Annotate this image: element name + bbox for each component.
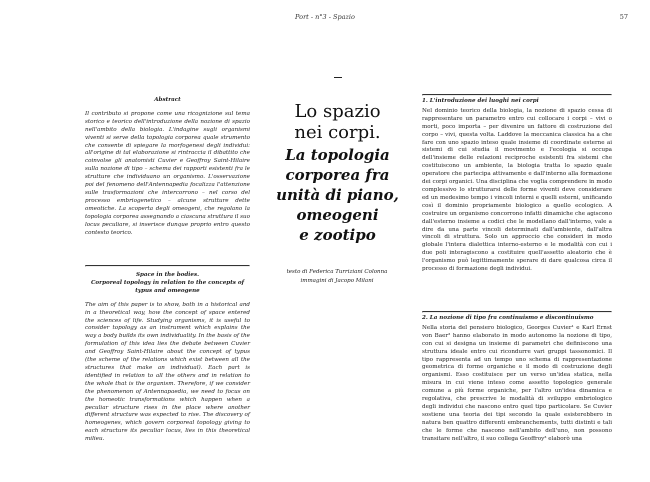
author-credit: testo di Federica Turriziani Colonna xyxy=(286,269,388,275)
english-abstract-title: Space in the bodies. xyxy=(135,272,200,278)
english-abstract-subtitle: Corporeal topology in relation to the concepts of typus and omeogene xyxy=(90,279,245,294)
english-abstract-rule xyxy=(85,265,250,267)
article-subtitle-line: omeogeni xyxy=(296,206,379,224)
title-dash-ornament xyxy=(334,77,342,78)
section-1-body: Nel dominio teorico della biologia, la nozione di spazio cessa di rappresentare un parametro entro cui collocare i corpi – vivi o morti, poco importa – per divenire un fattore di costruzione del corpo – vivi, questa volta. Laddove la meccanica classica ha a che fare con uno spazio inteso quale insieme di coordinate esterne ai sistemi di cui studia il movimento e l'ecologia si occupa dell'insieme delle relazioni reciproche esistenti fra sistemi che costituiscono un ambiente, la biologia tratta lo spazio quale operatore che partecipa attivamente e dall'interno alla formazione dei corpi organici. Una disciplina che voglia comprendere in modo complessivo lo strutturarsi delle forme viventi deve considerare ed un medesimo tempo i vincoli interni e quelli esterni, unificando così il dominio propriamente biologico a quello ecologico. A costruire un organismo concorrono infatti dinamiche che agiscono dall'esterno insieme a codici che le modellano dall'interno, vale a dire da una parte vincoli determinati dall'ambiente, dall'altra vincoli di struttura. Solo un approccio che consideri in modo globale l'intera dialettica interno-esterno e le modalità con cui i due poli interagiscono a costituire quell'assetto aleatorio che è l'organismo può legittimamente sperare di dare qualcosa circa il processo di formazione degli individui. xyxy=(422,107,612,273)
section-2-rule xyxy=(422,311,612,313)
english-abstract-block xyxy=(85,265,250,444)
abstract-body: Il contributo si propone come una ricognizione sul tema storico e teorico dell'introduzione della nozione di spazio nell'ambito della biologia. L'indagine sugli organismi viventi si serve della topologia corporea quale strumento che consente di spiegare la morfogenesi degli individui: all'origine di tal elaborazione si rintraccia il dibattito che coinvolse gli anatomisti Cuvier e Geoffroy Saint-Hilaire sulla nozione di tipo – schema dei rapporti esistenti fra le strutture che individuano un organismo. L'osservazione poi del fenomeno dell'Antennapedia focalizza l'attenzione sulle trasformazioni che intercorrono – nel corso del processo embriogenetico – alcune strutture dette omeotiche. La scoperta degli omeogeni, che regolano la topologia corporea assegnando a ciascuna struttura il suo locus peculiare, si inserisce dunque proprio entro questo contesto teorico. xyxy=(85,110,250,236)
article-subtitle-line: La topologia xyxy=(285,146,390,164)
section-2-heading: 2. La nozione di tipo fra continuismo e discontinuismo xyxy=(422,315,594,321)
section-1 xyxy=(422,94,612,274)
section-1-heading: 1. L'introduzione dei luoghi nei corpi xyxy=(422,98,539,104)
page-number: 57 xyxy=(619,13,628,21)
section-2-body: Nella storia del pensiero biologico, Georges Cuvier¹ e Karl Ernst von Baer² hanno elaborato in modo autonomo la nozione di tipo, con cui si designa un insieme di parametri che definiscono una struttura ideale entro cui ricondurre vari gruppi tassonomici. Il tipo rappresenta ad un tempo uno schema di rappresentazione geometrica di forme organiche e il modo di costruzione degli organismi. Esso costituisce per un verso un'idea statica, nella misura in cui viene inteso come assetto topologico generale comune a più forme organiche, per l'altro un'idea dinamica e regolativa, che prescrive le modalità di sviluppo embriologico degli individui che nascono entro quel tipo particolare. Se Cuvier sostiene una teoria dei tipi secondo la quale esisterebbero in natura ben quattro differenti embranchements, tutti distinti e tali che le forme che nascono nell'ambito dell'uno, non possono transitare nell'altro, il suo collega Geoffroy³ elaborò una xyxy=(422,324,612,442)
article-subtitle xyxy=(260,145,415,245)
article-subtitle-line: unità di piano, xyxy=(276,186,399,204)
images-credit: immagini di Jacopo Milani xyxy=(300,278,374,284)
article-title-line-1: Lo spazio xyxy=(294,101,381,122)
article-credits xyxy=(262,268,412,286)
article-title-line-2: nei corpi. xyxy=(294,122,381,143)
english-abstract-body: The aim of this paper is to show, both in a historical and in a theoretical way, how the concept of space entered the sciences of life. Studying organisms, it is useful to consider topology as an instrument which explains the way a body builds its own individuality. In the basis of the formulation of this idea lies the debate between Cuvier and Geoffroy Saint-Hilaire about the concept of typus (the scheme of the relations which exist between all the structures that make an individual). Each part is identified in relation to all the others and in relation to the whole that is the organism. Therefore, if we consider the phenomenon of Antennapaedia, we need to focus on the homeotic transformations which happen when a peculiar structure rises in the place where another different structure was expected to rise. The discovery of homeogenes, which govern corporeal topology giving to each structure its peculiar locus, lies in this theoretical milieu. xyxy=(85,301,250,443)
abstract-block xyxy=(85,97,250,237)
section-2 xyxy=(422,311,612,444)
article-subtitle-line: e zootipo xyxy=(299,226,376,244)
abstract-heading: Abstract xyxy=(154,97,181,103)
running-header: Port - n°3 - Spazio xyxy=(295,13,355,21)
article-subtitle-line: corporea fra xyxy=(285,166,390,184)
section-1-rule xyxy=(422,94,612,96)
article-title xyxy=(260,101,415,143)
